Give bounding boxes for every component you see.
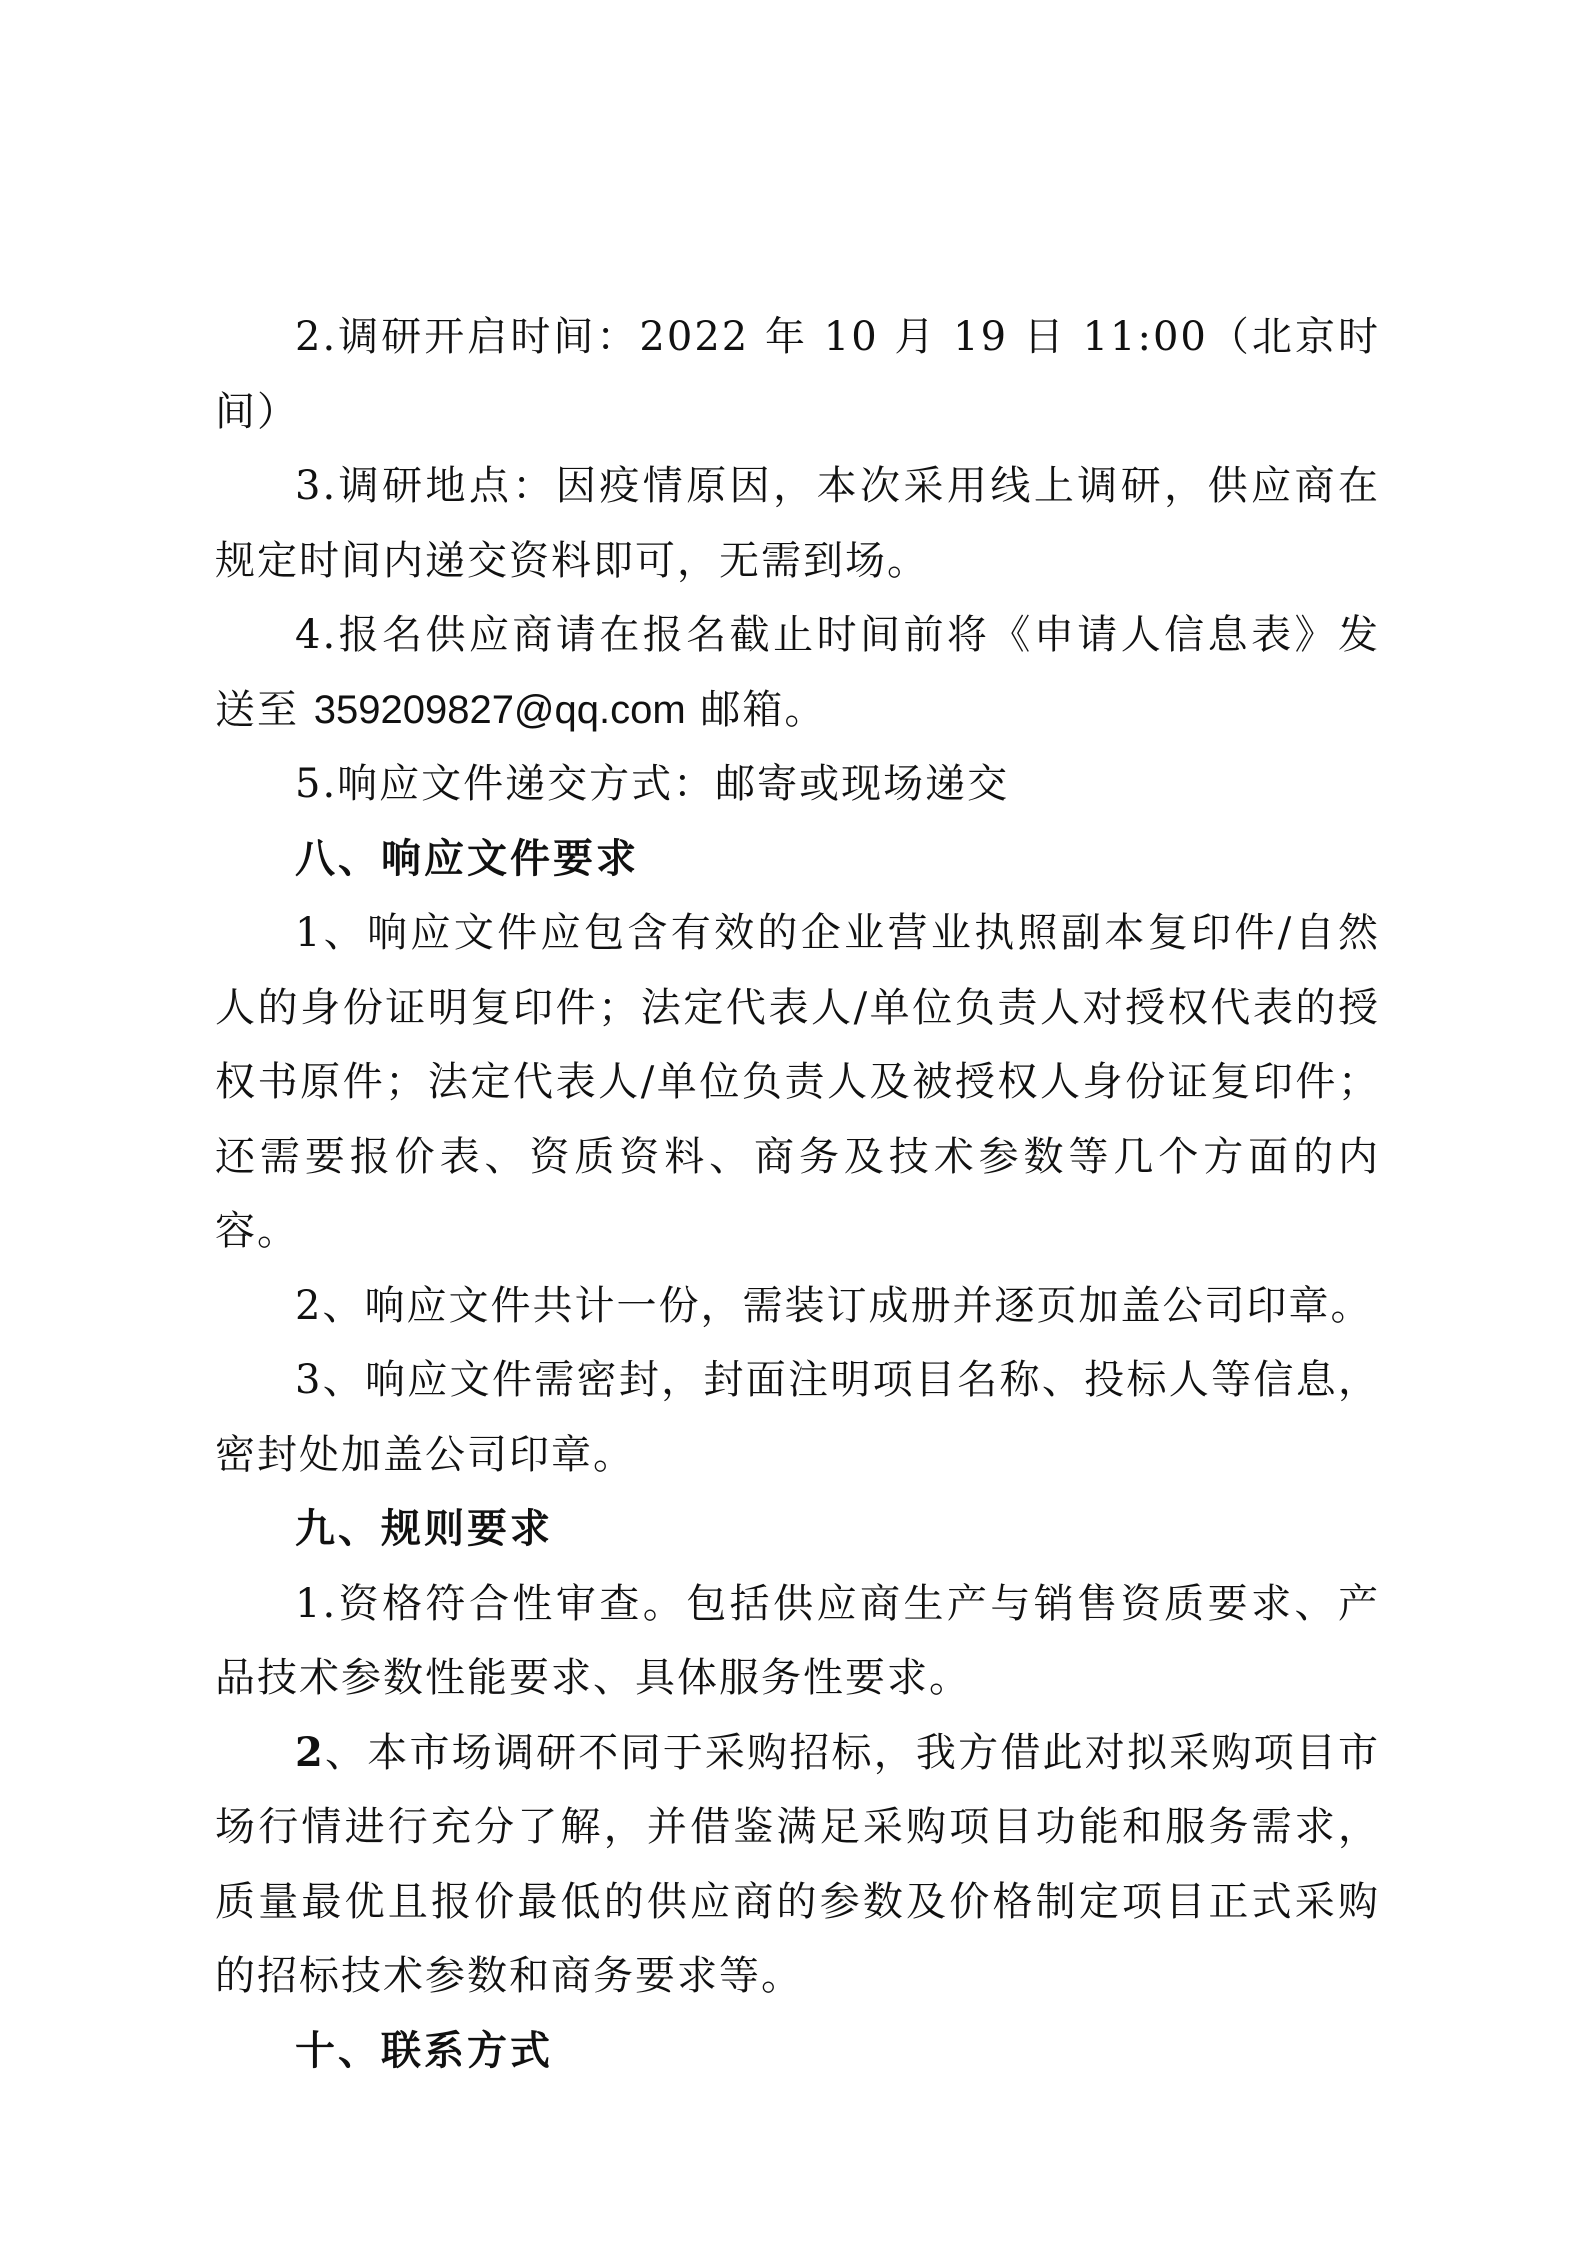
section-heading-9: 九、规则要求: [295, 1506, 553, 1552]
registration-text: 4.报名供应商请在报名截止时间前将《申请人信息表》发送至: [215, 612, 1380, 733]
section-heading-8: 八、响应文件要求: [295, 835, 639, 882]
section-heading-10: 十、联系方式: [295, 2027, 553, 2074]
paragraph-rules-1: 1.资格符合性审查。包括供应商生产与销售资质要求、产品技术参数性能要求、具体服务性要求。: [215, 1580, 1380, 1701]
paragraph-submission-method: 5.响应文件递交方式：邮寄或现场递交: [295, 761, 1010, 807]
registration-text-end: 邮箱。: [685, 686, 827, 733]
paragraph-response-docs-3: 3、响应文件需密封，封面注明项目名称、投标人等信息，密封处加盖公司印章。: [215, 1357, 1380, 1478]
paragraph-rules-2: [215, 1716, 1380, 2014]
paragraph-opening-time: 2.调研开启时间：2022 年 10 月 19 日 11:00（北京时间）: [215, 314, 1380, 435]
paragraph-location: 3.调研地点：因疫情原因，本次采用线上调研，供应商在规定时间内递交资料即可，无需到场。: [215, 463, 1380, 584]
paragraph-registration: [215, 598, 1380, 747]
contact-email: 359209827@qq.com: [313, 687, 686, 732]
document-body: [215, 300, 1380, 2088]
paragraph-response-docs-1: 1、响应文件应包含有效的企业营业执照副本复印件/自然人的身份证明复印件；法定代表人/单位负责人对授权代表的授权书原件；法定代表人/单位负责人及被授权人身份证复印件；还需要报价表、资质资料、商务及技术参数等几个方面的内容。: [215, 910, 1380, 1254]
paragraph-response-docs-2: 2、响应文件共计一份，需装订成册并逐页加盖公司印章。: [295, 1282, 1373, 1329]
rules-2-text: 、本市场调研不同于采购招标，我方借此对拟采购项目市场行情进行充分了解，并借鉴满足采购项目功能和服务需求，质量最优且报价最低的供应商的参数及价格制定项目正式采购的招标技术参数和商务要求等。: [215, 1729, 1380, 1999]
rules-2-number: 2: [295, 1728, 325, 1776]
